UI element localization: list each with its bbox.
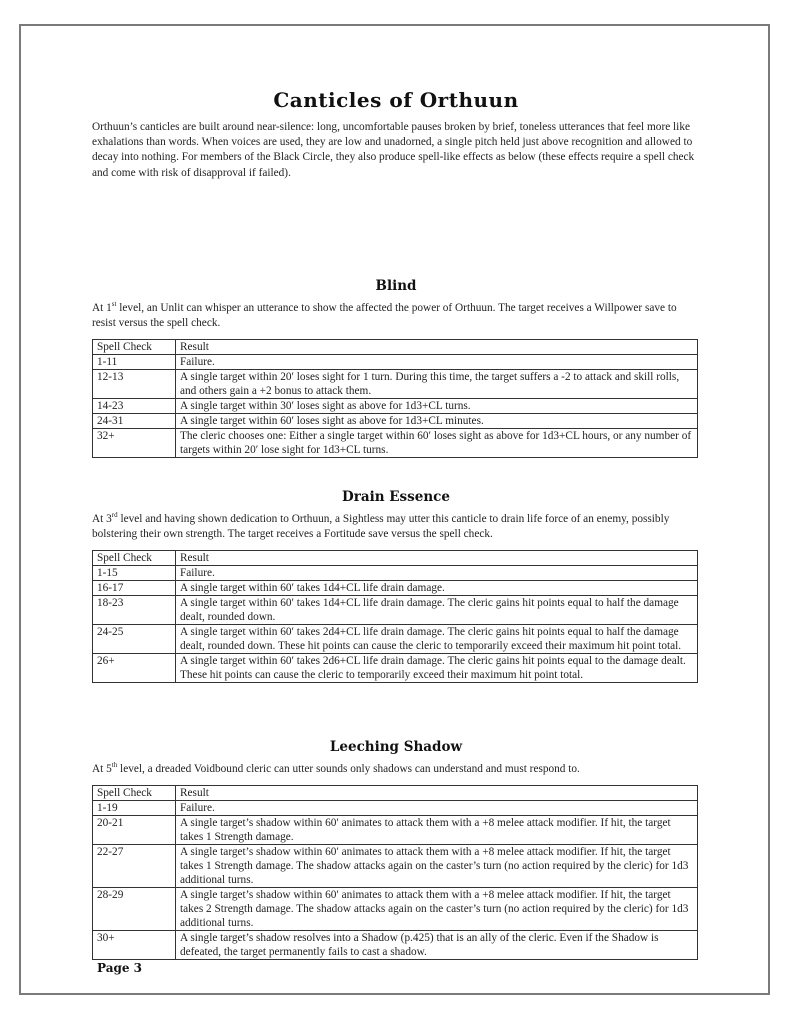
spell-check-cell: 14-23: [93, 399, 176, 414]
table-row: [93, 596, 698, 625]
section-description: At 1st level, an Unlit can whisper an utterance to show the affected the power of Orthuun. The target receives a Willpower save to resist versus the spell check.: [92, 300, 677, 330]
result-cell: A single target within 60′ takes 2d6+CL life drain damage. The cleric gains hit points equal to the damage dealt. These hit points can cause the cleric to temporarily exceed their maximum hit point total.: [176, 654, 698, 683]
spell-check-table: [92, 339, 698, 458]
result-cell: A single target’s shadow resolves into a Shadow (p.425) that is an ally of the cleric. Even if the Shadow is defeated, the target permanently fails to cast a shadow.: [176, 931, 698, 960]
table-header-row: [93, 551, 698, 566]
column-header-spell-check: Spell Check: [93, 551, 176, 566]
result-cell: A single target’s shadow within 60′ animates to attack them with a +8 melee attack modifier. If hit, the target takes 2 Strength damage. The shadow attacks again on the caster’s turn (no action required by the cleric) for 1d3 additional turns.: [176, 888, 698, 931]
table-row: [93, 931, 698, 960]
section-title: Blind: [375, 278, 417, 294]
spell-check-cell: 28-29: [93, 888, 176, 931]
column-header-result: Result: [176, 340, 698, 355]
section-drain-essence: [92, 489, 700, 683]
column-header-result: Result: [176, 786, 698, 801]
table-row: [93, 399, 698, 414]
page-title: Canticles of Orthuun: [273, 88, 519, 112]
column-header-spell-check: Spell Check: [93, 786, 176, 801]
page-content: [92, 88, 700, 959]
result-cell: A single target within 60′ takes 1d4+CL life drain damage. The cleric gains hit points equal to half the damage dealt, rounded down.: [176, 596, 698, 625]
column-header-result: Result: [176, 551, 698, 566]
spell-check-cell: 12-13: [93, 370, 176, 399]
table-row: [93, 801, 698, 816]
result-cell: A single target within 20′ loses sight for 1 turn. During this time, the target suffers a -2 to attack and skill rolls, and others gain a +2 bonus to attack them.: [176, 370, 698, 399]
result-cell: The cleric chooses one: Either a single target within 60′ loses sight as above for 1d3+CL hours, or any number of targets within 20′ lose sight for 1d3+CL turns.: [176, 429, 698, 458]
spell-check-cell: 22-27: [93, 845, 176, 888]
spell-check-cell: 16-17: [93, 581, 176, 596]
section-title: Drain Essence: [342, 489, 450, 505]
result-cell: Failure.: [176, 355, 698, 370]
table-row: [93, 625, 698, 654]
result-cell: Failure.: [176, 566, 698, 581]
page-number: Page 3: [97, 961, 143, 975]
section-description: At 3rd level and having shown dedication to Orthuun, a Sightless may utter this canticle to drain life force of an enemy, possibly bolstering their own strength. The target receives a Fortitude save versus the spell check.: [92, 511, 670, 541]
spell-check-cell: 1-11: [93, 355, 176, 370]
section-description: At 5th level, a dreaded Voidbound cleric can utter sounds only shadows can understand and must respond to.: [92, 761, 580, 775]
result-cell: A single target within 30′ loses sight as above for 1d3+CL turns.: [176, 399, 698, 414]
spell-check-table: [92, 785, 698, 960]
result-cell: A single target’s shadow within 60′ animates to attack them with a +8 melee attack modifier. If hit, the target takes 1 Strength damage.: [176, 816, 698, 845]
result-cell: A single target within 60′ loses sight as above for 1d3+CL minutes.: [176, 414, 698, 429]
spell-check-cell: 30+: [93, 931, 176, 960]
result-cell: A single target within 60′ takes 1d4+CL life drain damage.: [176, 581, 698, 596]
spell-check-table: [92, 550, 698, 683]
table-row: [93, 429, 698, 458]
result-cell: Failure.: [176, 801, 698, 816]
section-title: Leeching Shadow: [329, 739, 463, 755]
table-row: [93, 355, 698, 370]
spell-check-cell: 1-19: [93, 801, 176, 816]
table-row: [93, 654, 698, 683]
table-row: [93, 888, 698, 931]
spell-check-cell: 20-21: [93, 816, 176, 845]
intro-paragraph: Orthuun’s canticles are built around near-silence: long, uncomfortable pauses broken by brief, toneless utterances that feel more like exhalations than words. When voices are used, they are low and unadorned, a single pitch held just above recognition and allowed to decay into nothing. For members of the Black Circle, they also produce spell-like effects as below (these effects require a spell check and come with risk of disapproval if failed).: [92, 121, 695, 179]
spell-check-cell: 26+: [93, 654, 176, 683]
spell-check-cell: 32+: [93, 429, 176, 458]
table-row: [93, 566, 698, 581]
column-header-spell-check: Spell Check: [93, 340, 176, 355]
table-row: [93, 370, 698, 399]
table-row: [93, 414, 698, 429]
result-cell: A single target’s shadow within 60′ animates to attack them with a +8 melee attack modifier. If hit, the target takes 1 Strength damage. The shadow attacks again on the caster’s turn (no action required by the cleric) for 1d3 additional turns.: [176, 845, 698, 888]
table-row: [93, 845, 698, 888]
spell-check-cell: 18-23: [93, 596, 176, 625]
table-header-row: [93, 786, 698, 801]
spell-check-cell: 1-15: [93, 566, 176, 581]
spell-check-cell: 24-31: [93, 414, 176, 429]
spell-check-cell: 24-25: [93, 625, 176, 654]
section-blind: [92, 278, 700, 458]
result-cell: A single target within 60′ takes 2d4+CL life drain damage. The cleric gains hit points equal to half the damage dealt, rounded down. These hit points can cause the cleric to temporarily exceed their maximum hit point total.: [176, 625, 698, 654]
table-row: [93, 816, 698, 845]
table-header-row: [93, 340, 698, 355]
table-row: [93, 581, 698, 596]
section-leeching-shadow: [92, 739, 700, 960]
